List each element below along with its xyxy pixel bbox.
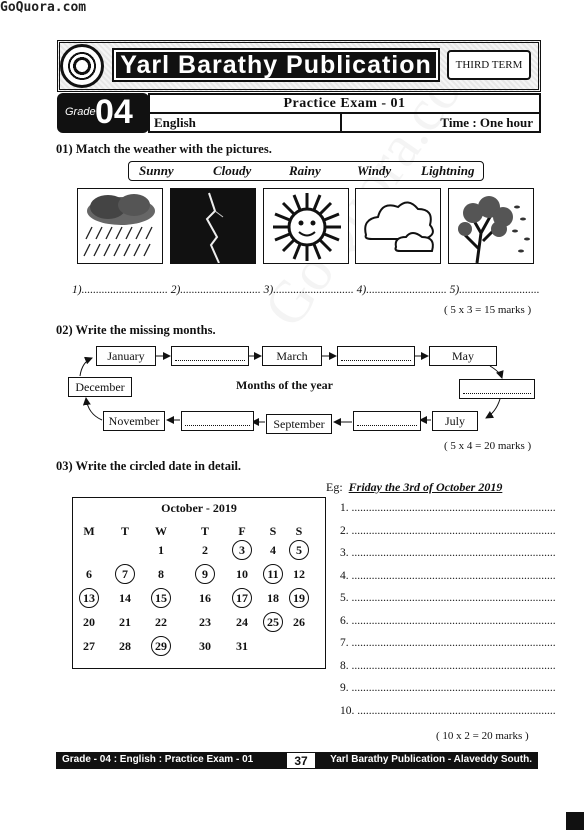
- calendar-day-circled: 13: [79, 588, 99, 608]
- month-box-march: March: [262, 346, 322, 366]
- calendar-day: 31: [236, 639, 248, 653]
- calendar-day-circled: 25: [263, 612, 283, 632]
- publisher-title: Yarl Barathy Publication: [112, 48, 440, 82]
- answer-line-9[interactable]: 9. .......................................................................: [340, 682, 556, 694]
- answer-blanks: 1).............................. 2)............................ 3)............................ 4)............................ 5)............................: [72, 284, 540, 296]
- month-box-july: July: [432, 411, 478, 431]
- example-label: Eg:: [326, 480, 343, 494]
- weekday-header: M: [83, 524, 95, 538]
- calendar-day: 28: [119, 639, 131, 653]
- calendar-day: 20: [83, 615, 95, 629]
- weekday-header: T: [200, 524, 209, 538]
- month-blank-april[interactable]: [337, 346, 415, 366]
- weekday-header: S: [269, 524, 277, 538]
- term-badge: THIRD TERM: [447, 50, 531, 80]
- calendar-day: 21: [119, 615, 131, 629]
- subject-label: English: [154, 115, 196, 130]
- calendar-day: 8: [158, 567, 164, 581]
- calendar-day-circled: 3: [232, 540, 252, 560]
- footer-exam-label: Grade - 04 : English : Practice Exam - 01: [62, 754, 254, 765]
- month-blank-june[interactable]: [459, 379, 535, 399]
- calendar-day: 26: [293, 615, 305, 629]
- calendar-day: 22: [155, 615, 167, 629]
- calendar-day: 12: [293, 567, 305, 581]
- question-3-marks: ( 10 x 2 = 20 marks ): [436, 730, 529, 742]
- calendar-day-circled: 7: [115, 564, 135, 584]
- month-box-january: January: [96, 346, 156, 366]
- weekday-header: T: [120, 524, 129, 538]
- calendar-day-circled: 5: [289, 540, 309, 560]
- month-box-may: May: [429, 346, 497, 366]
- answer-line-3[interactable]: 3. .......................................................................: [340, 547, 556, 559]
- answer-line-4[interactable]: 4. .......................................................................: [340, 570, 556, 582]
- corner-registration-mark: [566, 812, 584, 830]
- calendar-day: 2: [202, 543, 208, 557]
- calendar-title: October - 2019: [161, 501, 237, 515]
- word-lightning: Lightning: [421, 163, 475, 178]
- month-blank-february[interactable]: [171, 346, 249, 366]
- calendar-day: 18: [267, 591, 279, 605]
- exam-title: Practice Exam - 01: [150, 95, 539, 114]
- word-cloudy: Cloudy: [213, 163, 252, 178]
- question-1-marks: ( 5 x 3 = 15 marks ): [444, 304, 532, 316]
- site-watermark: GoQuora.com: [0, 0, 87, 15]
- calendar-day: 30: [199, 639, 211, 653]
- word-rainy: Rainy: [289, 163, 321, 178]
- question-2-title: 02) Write the missing months.: [56, 323, 216, 337]
- grade-label: Grade: [65, 106, 96, 118]
- question-2-marks: ( 5 x 4 = 20 marks ): [444, 440, 532, 452]
- footer-publisher: Yarl Barathy Publication - Alaveddy South.: [330, 754, 532, 765]
- answer-line-1[interactable]: 1. .......................................................................: [340, 502, 556, 514]
- calendar-day: 27: [83, 639, 95, 653]
- october-calendar: [72, 497, 326, 669]
- answer-line-5[interactable]: 5. .......................................................................: [340, 592, 556, 604]
- month-blank-august[interactable]: [353, 411, 421, 431]
- grade-number: 04: [95, 93, 133, 131]
- calendar-day: 14: [119, 591, 131, 605]
- calendar-day: 10: [236, 567, 248, 581]
- calendar-day-circled: 11: [263, 564, 283, 584]
- calendar-day: 6: [86, 567, 92, 581]
- example-answer-text: Friday the 3rd of October 2019: [348, 480, 503, 494]
- weekday-header: F: [238, 524, 246, 538]
- calendar-day-circled: 19: [289, 588, 309, 608]
- answer-line-7[interactable]: 7. .......................................................................: [340, 637, 556, 649]
- month-box-december: December: [68, 377, 132, 397]
- calendar-day: 24: [236, 615, 248, 629]
- calendar-day: 16: [199, 591, 211, 605]
- calendar-day-circled: 15: [151, 588, 171, 608]
- answer-line-2[interactable]: 2. .......................................................................: [340, 525, 556, 537]
- weekday-header: S: [295, 524, 303, 538]
- month-box-november: November: [103, 411, 165, 431]
- month-blank-october[interactable]: [181, 411, 254, 431]
- page-number: 37: [286, 752, 316, 769]
- calendar-day: 23: [199, 615, 211, 629]
- time-label: Time : One hour: [440, 115, 533, 130]
- answer-line-8[interactable]: 8. .......................................................................: [340, 660, 556, 672]
- calendar-day-circled: 9: [195, 564, 215, 584]
- example-answer: [326, 480, 502, 495]
- month-box-september: September: [266, 414, 332, 434]
- question-1-title: 01) Match the weather with the pictures.: [56, 142, 272, 156]
- weekday-header: W: [155, 524, 167, 538]
- months-of-year-label: Months of the year: [236, 378, 333, 392]
- page-footer: [56, 752, 538, 769]
- question-3-title: 03) Write the circled date in detail.: [56, 459, 242, 473]
- word-windy: Windy: [357, 163, 392, 178]
- answer-line-6[interactable]: 6. .......................................................................: [340, 615, 556, 627]
- word-sunny: Sunny: [139, 163, 174, 178]
- calendar-day: 4: [270, 543, 276, 557]
- calendar-day: 1: [158, 543, 164, 557]
- calendar-day-circled: 29: [151, 636, 171, 656]
- answer-line-10[interactable]: 10. .....................................................................: [340, 705, 556, 717]
- calendar-day-circled: 17: [232, 588, 252, 608]
